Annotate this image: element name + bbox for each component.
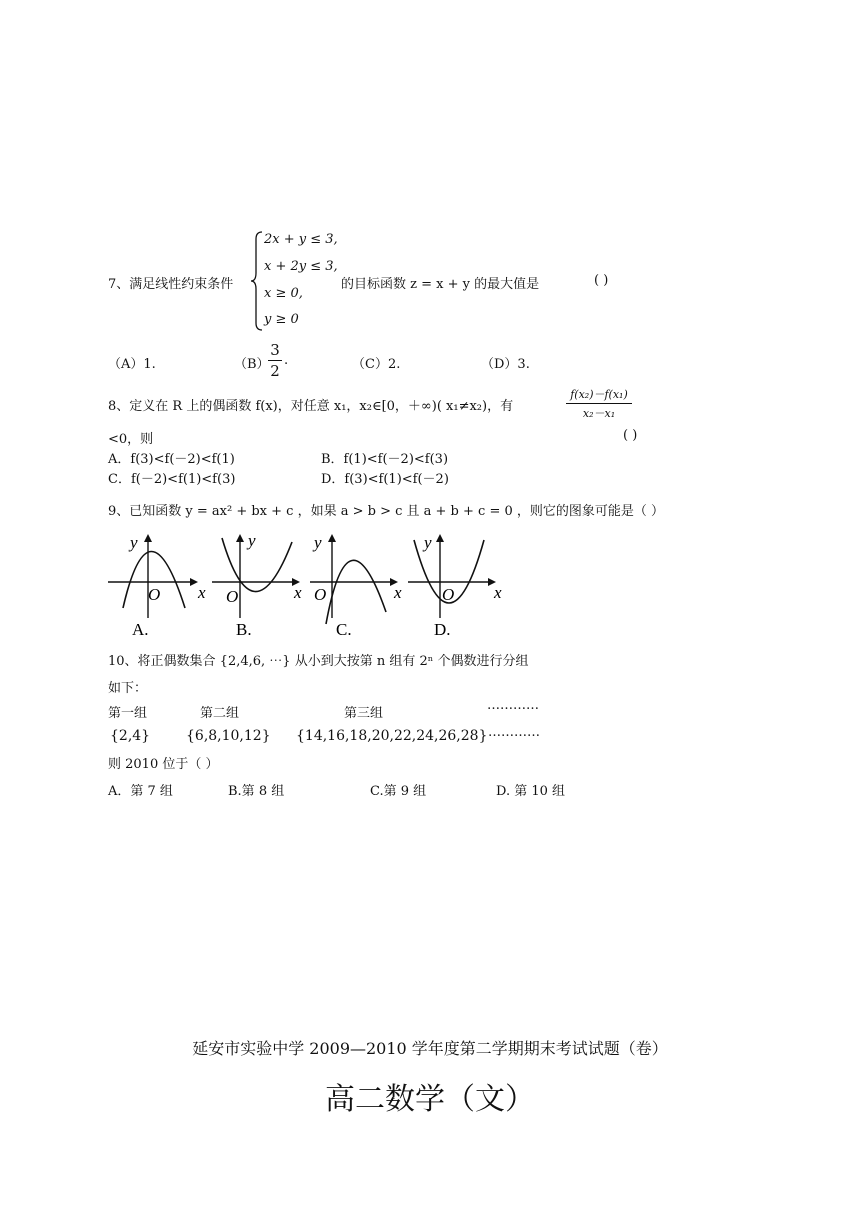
y-axis-label: y xyxy=(248,531,256,550)
fraction-numerator: f(x₂)－f(x₁) xyxy=(570,388,628,401)
x-axis-label: x xyxy=(494,583,502,602)
parabola-curve xyxy=(222,538,292,592)
q10-line1: 10、将正偶数集合 {2,4,6, ⋯} 从小到大按第 n 组有 2ⁿ 个偶数进行分组 xyxy=(108,654,529,669)
q10-option-d: D. 第 10 组 xyxy=(496,784,566,799)
q9-text: 9、已知函数 y = ax² + bx + c ，如果 a > b > c 且 a + b + c = 0 ，则它的图象可能是（ ） xyxy=(108,504,665,519)
q8-line1: 8、定义在 R 上的偶函数 f(x)，对任意 x₁，x₂∈[0，＋∞)( x₁≠x₂)，有 xyxy=(108,399,514,414)
q7-option-b-label: （B） xyxy=(234,357,270,372)
y-axis-label: y xyxy=(314,533,322,552)
q8-option-c: C．f(－2)<f(1)<f(3) xyxy=(108,472,236,487)
y-axis-arrow-icon xyxy=(144,534,152,542)
origin-label: O xyxy=(148,585,161,604)
origin-label: O xyxy=(442,585,455,604)
q7-option-b-dot: . xyxy=(284,353,289,368)
fraction-denominator: 2 xyxy=(270,362,280,380)
q10-set-3: {14,16,18,20,22,24,26,28} xyxy=(296,728,488,744)
q7-option-c: （C）2. xyxy=(352,357,401,372)
x-axis-label: x xyxy=(394,583,402,602)
q7-suffix: 的目标函数 z = x + y 的最大值是 xyxy=(341,277,540,292)
exam-school-title: 延安市实验中学 2009—2010 学年度第二学期期末考试试题（卷） xyxy=(192,1039,668,1058)
y-axis-arrow-icon xyxy=(236,534,244,542)
x-axis-arrow-icon xyxy=(190,578,198,586)
q10-group3-label: 第三组 xyxy=(344,706,384,721)
y-axis-label: y xyxy=(130,533,138,552)
q10-set-2: {6,8,10,12} xyxy=(186,728,271,744)
q7-constraint-2: x + 2y ≤ 3, xyxy=(264,259,338,274)
q8-option-a: A．f(3)<f(－2)<f(1) xyxy=(108,452,235,467)
q9-graph-d xyxy=(404,528,508,640)
y-axis-label: y xyxy=(424,533,432,552)
q8-option-d: D．f(3)<f(1)<f(－2) xyxy=(321,472,449,487)
graph-label: D. xyxy=(434,620,451,639)
q9-graph-c xyxy=(306,528,410,640)
q7-answer-paren: ( ) xyxy=(594,273,609,288)
q10-option-a: A．第 7 组 xyxy=(108,784,173,799)
x-axis-label: x xyxy=(198,583,206,602)
graph-label: A. xyxy=(132,620,149,639)
q7-option-b-fraction xyxy=(268,341,282,380)
fraction-denominator: x₂－x₁ xyxy=(582,407,616,420)
fraction-bar xyxy=(566,403,632,404)
left-brace-icon xyxy=(250,231,264,331)
q10-ellipsis-2: ………… xyxy=(488,725,540,740)
fraction-numerator: 3 xyxy=(270,341,280,359)
q7-prefix: 7、满足线性约束条件 xyxy=(108,277,234,292)
fraction-bar xyxy=(268,360,282,361)
q10-option-c: C.第 9 组 xyxy=(370,784,427,799)
q10-group2-label: 第二组 xyxy=(200,706,240,721)
q7-constraint-1: 2x + y ≤ 3, xyxy=(264,232,338,247)
q9-graph-b xyxy=(208,528,312,640)
origin-label: O xyxy=(226,587,239,606)
q8-answer-paren: ( ) xyxy=(623,428,638,443)
q8-option-b: B．f(1)<f(－2)<f(3) xyxy=(321,452,449,467)
q8-line2: <0，则 xyxy=(108,432,154,447)
graph-label: C. xyxy=(336,620,352,639)
q7-constraint-4: y ≥ 0 xyxy=(264,312,299,327)
q10-group1-label: 第一组 xyxy=(108,706,148,721)
q7-option-d: （D）3. xyxy=(481,357,530,372)
q8-fraction xyxy=(566,386,632,421)
exam-subject-title: 高二数学（文） xyxy=(325,1082,535,1117)
q7-option-a: （A）1. xyxy=(108,357,156,372)
q10-line2: 如下： xyxy=(108,681,148,696)
y-axis-arrow-icon xyxy=(328,534,336,542)
q7-constraint-3: x ≥ 0, xyxy=(264,286,303,301)
graph-label: B. xyxy=(236,620,252,639)
y-axis-arrow-icon xyxy=(436,534,444,542)
q10-ellipsis-1: ………… xyxy=(487,698,539,713)
parabola-curve xyxy=(326,560,386,624)
q10-option-b: B.第 8 组 xyxy=(228,784,285,799)
q10-set-1: {2,4} xyxy=(110,728,151,744)
q10-line3: 则 2010 位于（ ） xyxy=(108,757,219,772)
origin-label: O xyxy=(314,585,327,604)
q9-graph-a xyxy=(106,528,210,640)
x-axis-label: x xyxy=(294,583,302,602)
